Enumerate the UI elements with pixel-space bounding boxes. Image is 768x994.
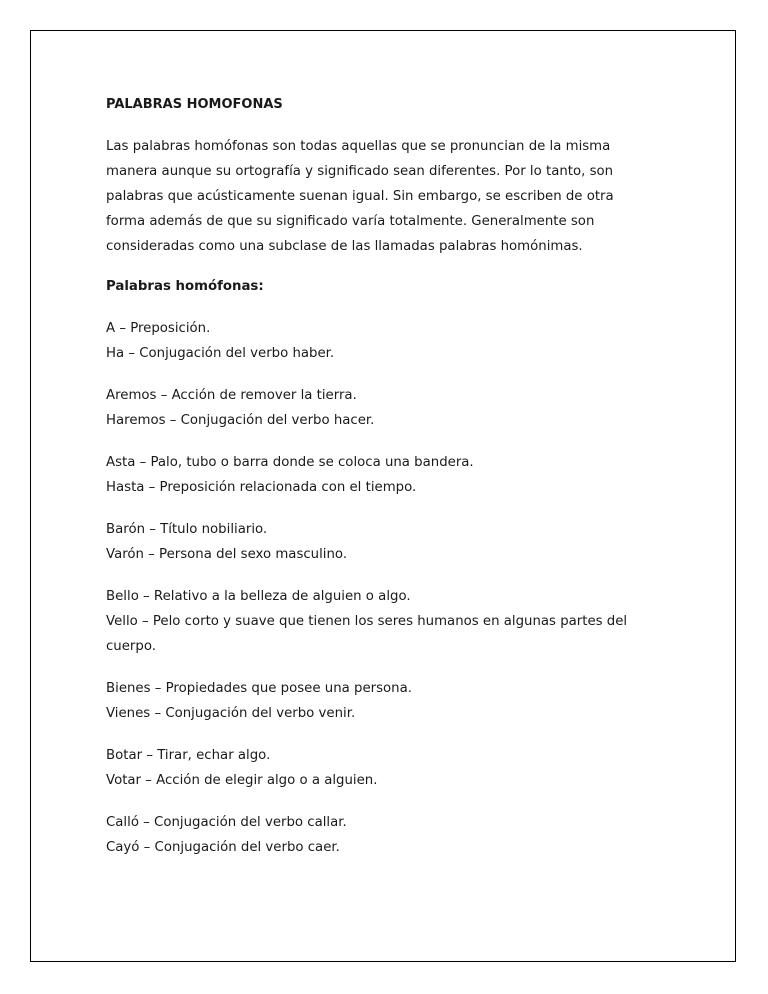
word-entry: Barón – Título nobiliario. <box>106 522 268 537</box>
intro-paragraph: Las palabras homófonas son todas aquellas que se pronuncian de la misma manera aunque su ortografía y significado sean diferentes. Por lo tanto, son palabras que acústicamente suenan igual. Sin embargo, se escriben de otra forma además de que su significado varía totalmente. Generalmente son consideradas como una subclase de las llamadas palabras homónimas. <box>106 139 614 254</box>
word-pair <box>106 450 666 500</box>
word-pair <box>106 517 666 567</box>
word-entry: Bienes – Propiedades que posee una persona. <box>106 681 412 696</box>
document-body <box>106 92 666 877</box>
word-entry: Asta – Palo, tubo o barra donde se coloca una bandera. <box>106 455 474 470</box>
word-entry: Hasta – Preposición relacionada con el tiempo. <box>106 480 417 495</box>
word-entry: Vienes – Conjugación del verbo venir. <box>106 706 356 721</box>
word-entry: Vello – Pelo corto y suave que tienen los seres humanos en algunas partes del cuerpo. <box>106 614 628 654</box>
word-entry: Cayó – Conjugación del verbo caer. <box>106 840 340 855</box>
word-pair <box>106 316 666 366</box>
word-entry: Haremos – Conjugación del verbo hacer. <box>106 413 375 428</box>
word-pair <box>106 383 666 433</box>
word-entry: Ha – Conjugación del verbo haber. <box>106 346 335 361</box>
word-entry: Botar – Tirar, echar algo. <box>106 748 271 763</box>
word-entry: Bello – Relativo a la belleza de alguien o algo. <box>106 589 411 604</box>
word-pair <box>106 584 666 659</box>
word-entry: Calló – Conjugación del verbo callar. <box>106 815 347 830</box>
word-pair <box>106 743 666 793</box>
word-entry: Aremos – Acción de remover la tierra. <box>106 388 357 403</box>
word-entry: Varón – Persona del sexo masculino. <box>106 547 348 562</box>
word-entry: Votar – Acción de elegir algo o a alguien. <box>106 773 378 788</box>
document-title: PALABRAS HOMOFONAS <box>106 97 283 112</box>
word-pair <box>106 810 666 860</box>
section-heading: Palabras homófonas: <box>106 279 264 294</box>
word-pair <box>106 676 666 726</box>
word-entry: A – Preposición. <box>106 321 211 336</box>
